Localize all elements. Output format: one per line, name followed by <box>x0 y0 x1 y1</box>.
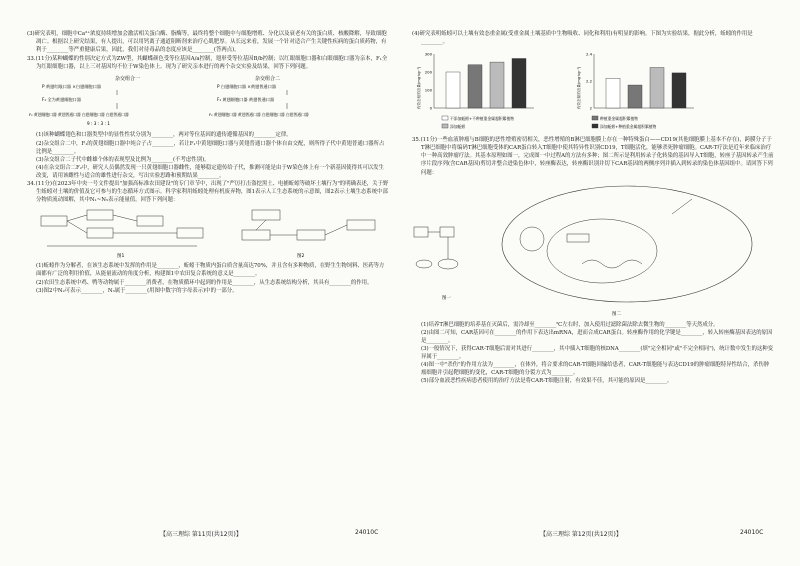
arrow-b <box>67 221 87 233</box>
ecosystem-svg <box>27 206 389 260</box>
tcell-culture-icon <box>440 227 454 237</box>
left-code: 24010C <box>355 529 379 536</box>
bar-charts <box>412 48 774 134</box>
box-earthworm <box>137 216 163 226</box>
legend-swatch-2 <box>592 116 598 120</box>
t-cell-membrane <box>502 186 752 302</box>
q34-sub4: (4)研究表明蚯蚓可以土壤有效态重金属(受重金属土壤基质中生物吸收、同化和利用)有明显的影响。下图为实验结果，据此分析，蚯蚓的作用是________。 <box>412 31 753 46</box>
patient-icon <box>414 227 428 237</box>
q34-sub1: (1)蚯蚓作为分解者，在该生态系统中发挥的作用是________，蚯蚓干物质内蛋白质含量高达70%，并且含有多种物质，在野生生物饲料、医药等方面都有广泛的利用价值，从能量流动的角度分析，构建图1中农田复合系统的意义是________。 <box>36 263 385 278</box>
chart-0-ytick-0: 0 <box>429 105 432 111</box>
chart-0-bar-2 <box>490 62 504 108</box>
chart-1-bar-0 <box>606 78 620 108</box>
fig1-label: 图1 <box>117 254 125 260</box>
car-t-diagram <box>412 179 774 319</box>
q34-sub3: (3)图2中N₂可表示________，N₃属于________(用图中数字的字母表示)中的一部分。 <box>36 287 238 294</box>
car-gene-box <box>567 234 589 242</box>
box-livestock <box>87 228 113 238</box>
box-worm2 <box>242 230 270 240</box>
cross1-f1: F₁ 全为黄翅细胞口器 <box>42 97 81 103</box>
q34-stem: 34.(11分)在2023年中央一号文件提出"加强高标准农田建设"的专门章节中，出现了"严厉打击盗挖黑土、电捕蚯蚓等破坏土壤行为"的明确表述，关于野生蚯蚓对土壤的价值及它可参与的生态循环方式图示。科学家利用蚯蚓处理有机废弃物，图1表示人工生态系统的示意图，图2表示土壤生态系统中部分物质流动图解，其中N₁~N₅表示能量值。回答下列问题： <box>27 181 389 204</box>
q35-sub5: (5)部分血液恶性疾病患者使用的治疗方法是将CAR-T细胞注射，有效果不佳，其可能的原因是________。 <box>421 378 673 385</box>
q35-sub3: (3)一般情况下，获得CAR-T细胞后需对其进行________，其中插入T细胞的核DNA________(填"完全相同"或"不完全相同")，统计数中发生的这种变异属于________。 <box>421 345 774 361</box>
box-farmland <box>41 216 67 226</box>
fig2-label: 图2 <box>297 254 305 260</box>
chart-left-ylabel: 有效态铅的含量(mg·kg⁻¹) <box>417 66 421 110</box>
chart-1-ytick-2: 2.4 <box>585 51 592 57</box>
chart-1-bar-2 <box>650 68 664 109</box>
q34-sub2: (2)农田生态系统中鸡、鸭等动物属于________消费者，在物质循环中起到的作用是________，从生态系统结构分析，其具有________的作用。 <box>36 279 373 286</box>
chart-legend <box>442 116 657 129</box>
left-footer: 【高三理综 第11页(共12页)】 <box>160 531 242 538</box>
q33-sub3: (3)杂交组合二子代中雌雄个体的表现型及比例为________(不考虑性别)。 <box>36 156 210 163</box>
chart-1-bar-1 <box>628 85 642 108</box>
chart-right-ylabel: 有效态镉的含量(mg·kg⁻¹) <box>577 66 581 110</box>
legend-swatch-4 <box>592 124 598 128</box>
cross2-title: 杂交组合二 <box>255 76 281 83</box>
nucleus <box>547 219 657 283</box>
left-page <box>27 30 389 295</box>
right-code: 24010C <box>740 529 764 536</box>
car-receptor <box>672 199 692 214</box>
right-page <box>412 30 774 385</box>
q33-sub2: (2)杂交组合二中，F₁的黄翅细胞口器中纯合子占________，若让F₁中黄翅细胞口器与黄翅普通口器个体自由交配，则所得子代中黄翅普通口器所占比例是________。 <box>36 140 385 155</box>
cross2-f2: F₂ 黄翅细胞口器 黄翅普通口器 白翅细胞口器 白翅普通口器 <box>209 112 309 118</box>
chart-0-ytick-3: 300 <box>424 51 432 57</box>
chart-1-bar-3 <box>672 73 686 108</box>
fig-a-label: 图一 <box>442 295 451 301</box>
legend-swatch-3 <box>442 124 448 128</box>
box-resp <box>347 220 375 230</box>
legend-2: 种植重金属超积累植物 <box>600 116 638 122</box>
chart-0-bar-1 <box>468 65 482 108</box>
chart-0-bar-3 <box>512 59 526 109</box>
arrow-n1 <box>256 220 266 230</box>
arrow-c <box>113 215 137 221</box>
q33-sub1: (1)该种蝴蝶翅色和口器类型中的显性性状分别为________，两对等位基因的遗传遵循基因的________定律。 <box>36 132 292 139</box>
arrow-n3 <box>325 225 347 235</box>
box-predator <box>297 230 325 240</box>
ecosystem-diagrams <box>27 206 389 260</box>
fig-b-label: 图二 <box>612 311 621 317</box>
q35-sub4: (4)图一中"杀伤"的作用方法为________，在体外，将合要求的CAR-T细胞回输给患者，CAR-T细胞能与表达CD19的肿瘤细胞特异性结合，杀伤肿瘤细胞并引起靶细胞的变化，CAR-T细胞的分裂方式为________。 <box>421 362 770 377</box>
chart-0-ytick-2: 200 <box>424 69 432 75</box>
legend-1: 不添加蚯蚓+不种植重金属超积累植物 <box>450 116 514 122</box>
car-t-cell <box>438 259 458 269</box>
q35-stem: 35.(11分)一些血液肿瘤与B细胞的恶性增殖密切相关，恶性增殖的B淋巴细胞膜上存在一种特殊蛋白——CD19(其他细胞膜上基本不存在)，跨膜分子于T淋巴细胞中将编码T淋巴细胞受体的CAR蛋白转入T细胞中使其特异性识别CD19，T细胞活化，能够杀死肿瘤细胞。CAR-T疗法是近年来临床治疗中一种高效肿瘤疗法。其基本原理如图一，完成图一中过程A的方法有多种；图二所示是利用转录子化转染的基因导入T细胞，转座子基因转录产生前序片段序列(含CAR基因)剪切并整合进染色体中，转座酶表达，转座酶识别并切下CAR基因的两侧序列并插入到转录的染色体基因组中。请回答下列问题： <box>412 137 774 176</box>
cross-ratio: 9 : 3 : 3 : 1 <box>87 121 110 127</box>
right-footer: 【高三理综 第12页(共12页)】 <box>540 531 622 538</box>
chart-0-bar-0 <box>446 72 460 108</box>
bar-charts-svg <box>412 48 774 134</box>
q33-sub4: (4)在杂交组合二F₂中，研究人员偶然发现一只黄翅细胞口器雌性，能够稳定遗传给子代，推测可能是由于W染色体上有一个新基因使得其可以发生改变，请用该雌性与适合的雄性进行杂交，写出实验思路和预期结果________。 <box>36 164 384 179</box>
legend-3: 添加蚯蚓 <box>450 124 466 130</box>
legend-swatch-1 <box>442 116 448 120</box>
box-input <box>252 210 280 220</box>
cross1-p: P 黄翅红眼口器 ×白翅细胞口器 <box>42 84 101 90</box>
legend-4: 添加蚯蚓+种植重金属超积累植物 <box>600 124 657 130</box>
cross1-title: 杂交组合一 <box>115 76 141 83</box>
cross2-p: P 白翅细胞口器 ×黄翅普通口器 <box>217 84 276 90</box>
cross-diagram-svg <box>27 73 389 129</box>
q32-part3: (3)研究表明，细胞中Ca²⁺浓度持续增加会激活相关蛋白酶、脂酶等，最终将整个细胞中与细胞增殖、分化以及衰老有关的蛋白质、核酸降解，导致细胞凋亡。根据以上研究结果，有人提出，可以用钙离子通道阻断剂来治疗心肌肥厚。从长远来看，发展一个针对适合产生关键性疾病的蛋白质药物，有利于________等严重健康后果，因此，我们对待毒品的态度应该是________(答两点)。 <box>27 31 387 54</box>
box-feed <box>87 210 113 220</box>
chromosome-dna <box>582 260 642 268</box>
transposon-vesicle <box>520 227 544 251</box>
q35-sub2: (2)由图二可知，CAR基因可在________的作用下表达出mRNA，进而合成CAR蛋白。转座酶作用的化学键是________，转入转座酶基因表达的原因是________。 <box>421 329 773 344</box>
q35-sub1: (1)培养T淋巴细胞的培养基在灭菌后，需冷却至________℃左右时，加入使用过滤除菌法除去微生物的________等天然成分。 <box>421 321 719 328</box>
cross2-f1: F₁ 黄翅细胞口器 黄翅普通口器 <box>217 97 275 103</box>
tumor-cell <box>416 260 432 268</box>
box-manure <box>177 228 203 238</box>
chart-0-ytick-1: 100 <box>424 87 432 93</box>
chart-1-ytick-1: 2.2 <box>585 78 592 84</box>
q33-stem: 33.(11分)某种蝴蝶的性别决定方式为ZW型，其蝴蝶颜色受等位基因A/a控制，翅形受等位基因B/b控制；以红眼细胞口器和白眼细胞口器为亲本，F₁全为红眼细胞口器，以上三对基因均不位于W染色体上。现为了研究亲本进行的两个杂交实验及结果，回答下列问题。 <box>27 56 388 71</box>
cross1-f2: F₂ 黄翅细胞口器 黄翅普通口器 白翅细胞口器 白翅普通口器 <box>29 112 129 118</box>
car-t-svg <box>412 179 774 319</box>
arrow-a <box>67 215 87 221</box>
cross-diagram <box>27 73 389 129</box>
chart-1-ytick-0: 2 <box>589 105 592 111</box>
